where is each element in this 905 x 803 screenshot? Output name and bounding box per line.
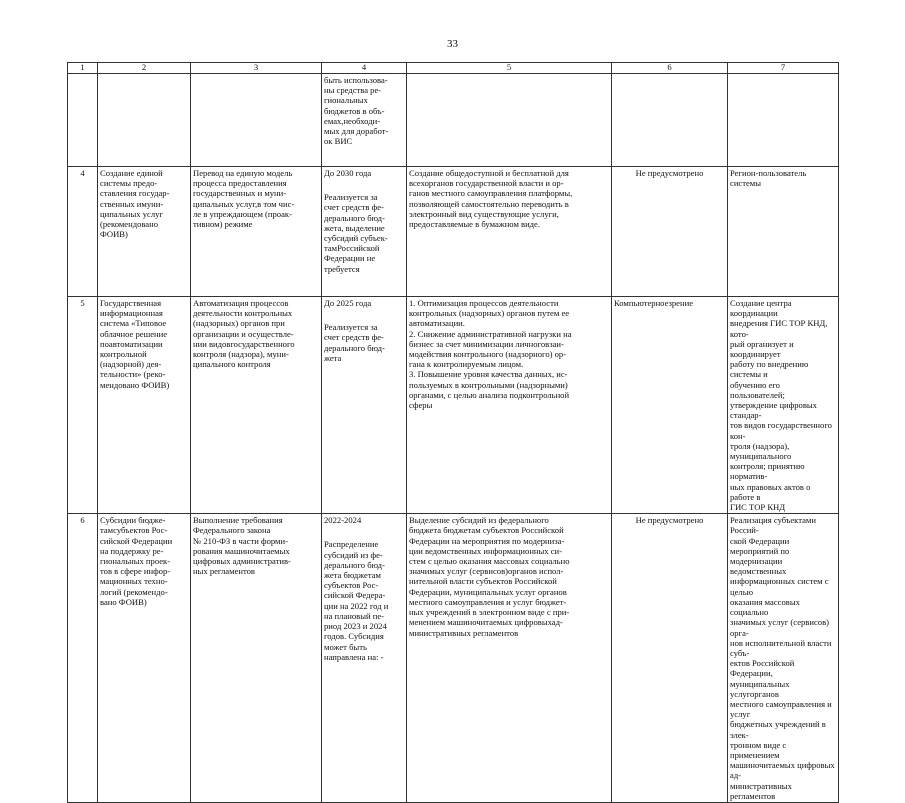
row-number-cell: 5: [68, 297, 98, 514]
column-number: 3: [191, 63, 322, 74]
name-cell: [98, 167, 191, 297]
table-row-continuation: [68, 74, 839, 167]
term-funding-cell: [322, 297, 407, 514]
task-cell: [191, 514, 322, 803]
row-number-cell: 4: [68, 167, 98, 297]
effect-text: 1. Оптимизация процессов деятельности контрольных (надзорных) органов путем ее автоматизации. 2. Снижение административной нагрузки на бизнес за счет минимизации личноговзаи- модействия контрольного (надзорного) ор- гана к контролируемым лицом. 3. Повышение уровня качества данных, ис- пользуемых в контрольными (надзорными) органами, с целью анализа подконтрольной сферы: [409, 298, 572, 411]
term-funding-cell: [322, 74, 407, 167]
column-number: 1: [68, 63, 98, 74]
result-text: Реализация субъектами Россий- ской Федерации мероприятий по модернизации ведомственных информационных систем с целью оказания массовых социально значимых услуг (сервисов) орга- нов исполнительной власти субъ- ектов Российской Федерации, муниципальных услугорганов местного самоуправления и услуг бюджетных учреждений в элек- тронном виде с применением машиночитаемых цифровых ад- министративных регламентов: [730, 515, 835, 801]
page-number: 33: [447, 38, 458, 50]
row-number-cell: 6: [68, 514, 98, 803]
funding-text: Распределение субсидий из фе- дерального бюд- жета бюджетам субъектов Рос- сийской Федера- ции на 2022 год и на плановый пе- риод 2023 и 2024 годов. Субсидия может быть направлена на: -: [324, 539, 389, 662]
risks-cell: [612, 74, 728, 167]
column-number: 2: [98, 63, 191, 74]
term-text: До 2025 года: [324, 298, 372, 308]
risks-cell: [612, 514, 728, 803]
task-cell: [191, 74, 322, 167]
task-cell: [191, 167, 322, 297]
column-number: 7: [728, 63, 839, 74]
term-text: 2022-2024: [324, 515, 362, 526]
risks-cell: [612, 167, 728, 297]
column-number: 4: [322, 63, 407, 74]
risks-text: Компьютерноезрение: [614, 298, 694, 308]
term-text: быть использова- ны средства ре- гиональных бюджетов в объ- емах,необходи- мых для доработ- ок ВИС: [324, 75, 389, 147]
result-cell: [728, 74, 839, 167]
risks-cell: [612, 297, 728, 514]
name-text: Создание единой системы предо- ставления государ- ственных имуни- ципальных услуг (рекомендовано ФОИВ): [100, 168, 170, 240]
task-cell: [191, 297, 322, 514]
term-funding-cell: [322, 514, 407, 803]
column-number-row: [68, 63, 839, 74]
name-cell: [98, 74, 191, 167]
result-text: Регион-пользователь системы: [730, 168, 807, 189]
name-cell: [98, 297, 191, 514]
funding-text: Реализуется за счет средств фе- дерального бюд- жета: [324, 322, 385, 363]
row-number-cell: [68, 74, 98, 167]
table-row: [68, 514, 839, 803]
name-text: Субсидии бюдже- тамсубъектов Рос- сийской Федерации на поддержку ре- гиональных проек- тов в сфере инфор- мационных техно- логий (рекомендо- вано ФОИВ): [100, 515, 173, 607]
task-text: Перевод на единую модель процесса предоставления государственных и муни- ципальных услуг,в том чис- ле в упреждающем (проак- тивном) режиме: [193, 168, 295, 230]
effect-text: Создание общедоступной и бесплатной для всехорганов государственной власти и ор- ганов местного самоуправления платформы, позволяющей самостоятельно переводить в электронный вид существующие услуги, предоставляемые в бумажном виде.: [409, 168, 573, 230]
table-row: [68, 297, 839, 514]
measures-table: [67, 62, 839, 803]
term-text: До 2030 года: [324, 168, 372, 178]
table-row: [68, 167, 839, 297]
effect-cell: [407, 74, 612, 167]
risks-text: Не предусмотрено: [635, 168, 704, 178]
name-text: Государственная информационная система «Типовое облачное решение поавтоматизации контрольной (надзорной) дея- тельности» (реко- мендовано ФОИВ): [100, 298, 170, 390]
task-text: Выполнение требования Федерального закона № 210-ФЗ в части форми- рования машиночитаемых цифровых административ- ных регламентов: [193, 515, 291, 577]
effect-text: Выделение субсидий из федерального бюджета бюджетам субъектов Российской Федерации на мероприятия по модерниза- ции ведомственных информационных си- стем с целью оказания массовых социально значимых услуг (сервисов)органов испол- нительной власти субъектов Российской Федерации, муниципальных услуг органов местного самоуправления и услуг бюджет- ных учреждений в электронном виде с при- менением машиночитаемых цифровыхад- министративных регламентов: [409, 515, 570, 638]
term-funding-cell: [322, 167, 407, 297]
column-number: 6: [612, 63, 728, 74]
result-cell: [728, 514, 839, 803]
risks-text: Не предусмотрено: [635, 515, 704, 526]
funding-text: Реализуется за счет средств фе- дерального бюд- жета, выделение субсидий субъек- тамРоссийской Федерации не требуется: [324, 192, 388, 274]
name-cell: [98, 514, 191, 803]
task-text: Автоматизация процессов деятельности контрольных (надзорных) органов при организации и осуществле- нии видовгосударственного контроля (надзора), муни- ципального контроля: [193, 298, 295, 370]
effect-cell: [407, 297, 612, 514]
result-cell: [728, 297, 839, 514]
result-cell: [728, 167, 839, 297]
effect-cell: [407, 514, 612, 803]
column-number: 5: [407, 63, 612, 74]
effect-cell: [407, 167, 612, 297]
result-text: Создание центра координации внедрения ГИС ТОР КНД, кото- рый организует и координирует работу по внедрению системы и обучению его пользователей; утверждение цифровых стандар- тов видов государственного кон- троля (надзора), муниципального контроля; принятию норматив- ных правовых актов о работе в ГИС ТОР КНД: [730, 298, 832, 513]
